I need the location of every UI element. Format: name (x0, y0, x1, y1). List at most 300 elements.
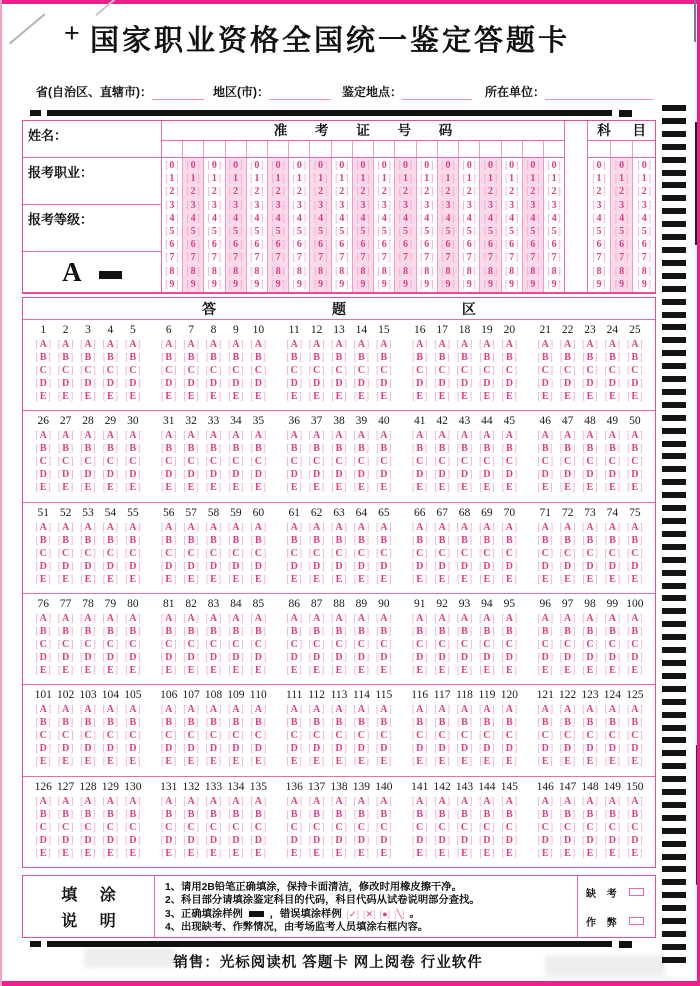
answer-bubble[interactable]: [ D ] (431, 560, 453, 573)
digit-bubble[interactable]: [ 1 ] (332, 172, 352, 185)
answer-bubble[interactable]: [ A ] (202, 612, 224, 625)
answer-bubble[interactable]: [ B ] (180, 625, 202, 638)
answer-bubble[interactable]: [ A ] (373, 795, 395, 808)
answer-bubble[interactable]: [ D ] (225, 560, 247, 573)
answer-bubble[interactable]: [ C ] (579, 455, 601, 468)
answer-bubble[interactable]: [ E ] (225, 481, 247, 494)
answer-bubble[interactable]: [ D ] (579, 742, 601, 755)
answer-bubble[interactable]: [ A ] (579, 795, 601, 808)
answer-bubble[interactable]: [ A ] (247, 703, 269, 716)
flag-bubble[interactable] (629, 917, 644, 925)
digit-bubble[interactable]: [ 5 ] (204, 225, 224, 238)
digit-bubble[interactable]: [ 9 ] (226, 278, 246, 291)
answer-bubble[interactable]: [ B ] (77, 442, 99, 455)
answer-bubble[interactable]: [ A ] (77, 612, 99, 625)
digit-bubble[interactable]: [ 3 ] (633, 199, 655, 212)
answer-bubble[interactable]: [ E ] (180, 755, 202, 768)
digit-bubble[interactable]: [ 8 ] (183, 265, 203, 278)
answer-bubble[interactable]: [ A ] (534, 612, 556, 625)
answer-bubble[interactable]: [ B ] (122, 625, 144, 638)
digit-bubble[interactable]: [ 3 ] (395, 199, 415, 212)
answer-bubble[interactable]: [ C ] (99, 729, 121, 742)
answer-bubble[interactable]: [ B ] (453, 625, 475, 638)
answer-bubble[interactable]: [ C ] (99, 821, 121, 834)
answer-bubble[interactable]: [ C ] (202, 547, 224, 560)
answer-bubble[interactable]: [ D ] (601, 651, 623, 664)
answer-bubble[interactable]: [ A ] (409, 795, 431, 808)
answer-bubble[interactable]: [ B ] (283, 808, 305, 821)
answer-bubble[interactable]: [ B ] (476, 716, 498, 729)
answer-bubble[interactable]: [ C ] (350, 638, 372, 651)
answer-bubble[interactable]: [ D ] (283, 560, 305, 573)
ticket-write-cell[interactable] (203, 141, 224, 157)
answer-bubble[interactable]: [ D ] (122, 834, 144, 847)
answer-bubble[interactable]: [ D ] (498, 377, 520, 390)
digit-bubble[interactable]: [ 9 ] (459, 278, 479, 291)
ticket-write-cell[interactable] (162, 141, 182, 157)
answer-bubble[interactable]: [ E ] (54, 755, 76, 768)
answer-bubble[interactable]: [ A ] (32, 612, 54, 625)
digit-bubble[interactable]: [ 1 ] (395, 172, 415, 185)
digit-bubble[interactable]: [ 6 ] (353, 238, 373, 251)
answer-bubble[interactable]: [ D ] (283, 468, 305, 481)
answer-bubble[interactable]: [ C ] (99, 638, 121, 651)
digit-bubble[interactable]: [ 0 ] (438, 159, 458, 172)
digit-bubble[interactable]: [ 5 ] (183, 225, 203, 238)
answer-bubble[interactable]: [ E ] (247, 847, 269, 860)
answer-bubble[interactable]: [ A ] (122, 703, 144, 716)
answer-bubble[interactable]: [ E ] (431, 390, 453, 403)
answer-bubble[interactable]: [ B ] (202, 716, 224, 729)
answer-bubble[interactable]: [ C ] (556, 547, 578, 560)
answer-bubble[interactable]: [ B ] (624, 442, 646, 455)
ticket-write-cell[interactable] (416, 141, 437, 157)
answer-bubble[interactable]: [ A ] (122, 795, 144, 808)
answer-bubble[interactable]: [ C ] (99, 364, 121, 377)
answer-bubble[interactable]: [ E ] (328, 755, 350, 768)
answer-bubble[interactable]: [ E ] (350, 390, 372, 403)
answer-bubble[interactable]: [ D ] (54, 468, 76, 481)
digit-bubble[interactable]: [ 6 ] (395, 238, 415, 251)
answer-bubble[interactable]: [ B ] (225, 716, 247, 729)
digit-bubble[interactable]: [ 1 ] (226, 172, 246, 185)
answer-bubble[interactable]: [ A ] (283, 795, 305, 808)
answer-bubble[interactable]: [ D ] (328, 834, 350, 847)
digit-bubble[interactable]: [ 9 ] (332, 278, 352, 291)
answer-bubble[interactable]: [ E ] (534, 755, 556, 768)
answer-bubble[interactable]: [ B ] (32, 808, 54, 821)
answer-bubble[interactable]: [ A ] (601, 338, 623, 351)
answer-bubble[interactable]: [ B ] (453, 808, 475, 821)
answer-bubble[interactable]: [ E ] (579, 573, 601, 586)
answer-bubble[interactable]: [ E ] (579, 755, 601, 768)
digit-bubble[interactable]: [ 7 ] (268, 251, 288, 264)
answer-bubble[interactable]: [ D ] (350, 834, 372, 847)
answer-bubble[interactable]: [ B ] (534, 442, 556, 455)
answer-bubble[interactable]: [ D ] (350, 377, 372, 390)
answer-bubble[interactable]: [ A ] (180, 338, 202, 351)
answer-bubble[interactable]: [ C ] (283, 821, 305, 834)
answer-bubble[interactable]: [ D ] (498, 468, 520, 481)
answer-bubble[interactable]: [ C ] (202, 638, 224, 651)
answer-bubble[interactable]: [ D ] (305, 560, 327, 573)
answer-bubble[interactable]: [ E ] (158, 755, 180, 768)
digit-bubble[interactable]: [ 6 ] (459, 238, 479, 251)
digit-bubble[interactable]: [ 5 ] (332, 225, 352, 238)
answer-bubble[interactable]: [ B ] (409, 351, 431, 364)
answer-bubble[interactable]: [ D ] (409, 377, 431, 390)
answer-bubble[interactable]: [ B ] (498, 716, 520, 729)
answer-bubble[interactable]: [ A ] (328, 521, 350, 534)
answer-bubble[interactable]: [ B ] (283, 351, 305, 364)
digit-bubble[interactable]: [ 1 ] (268, 172, 288, 185)
answer-bubble[interactable]: [ E ] (32, 847, 54, 860)
answer-bubble[interactable]: [ B ] (373, 625, 395, 638)
answer-bubble[interactable]: [ E ] (54, 481, 76, 494)
digit-bubble[interactable]: [ 0 ] (611, 159, 633, 172)
answer-bubble[interactable]: [ D ] (498, 651, 520, 664)
digit-bubble[interactable]: [ 4 ] (374, 212, 394, 225)
answer-bubble[interactable]: [ B ] (32, 625, 54, 638)
answer-bubble[interactable]: [ C ] (202, 821, 224, 834)
answer-bubble[interactable]: [ B ] (305, 716, 327, 729)
answer-bubble[interactable]: [ C ] (202, 729, 224, 742)
answer-bubble[interactable]: [ C ] (498, 455, 520, 468)
digit-bubble[interactable]: [ 6 ] (204, 238, 224, 251)
digit-bubble[interactable]: [ 9 ] (417, 278, 437, 291)
answer-bubble[interactable]: [ E ] (476, 481, 498, 494)
digit-bubble[interactable]: [ 1 ] (247, 172, 267, 185)
answer-bubble[interactable]: [ E ] (534, 847, 556, 860)
answer-bubble[interactable]: [ D ] (453, 834, 475, 847)
answer-bubble[interactable]: [ B ] (99, 716, 121, 729)
answer-bubble[interactable]: [ E ] (202, 481, 224, 494)
answer-bubble[interactable]: [ E ] (225, 755, 247, 768)
digit-bubble[interactable]: [ 8 ] (480, 265, 500, 278)
answer-bubble[interactable]: [ A ] (77, 521, 99, 534)
answer-bubble[interactable]: [ E ] (158, 664, 180, 677)
digit-bubble[interactable]: [ 4 ] (310, 212, 330, 225)
answer-bubble[interactable]: [ B ] (579, 808, 601, 821)
answer-bubble[interactable]: [ B ] (476, 625, 498, 638)
answer-bubble[interactable]: [ A ] (247, 612, 269, 625)
answer-bubble[interactable]: [ D ] (409, 651, 431, 664)
answer-bubble[interactable]: [ C ] (579, 821, 601, 834)
answer-bubble[interactable]: [ E ] (409, 664, 431, 677)
digit-bubble[interactable]: [ 1 ] (289, 172, 309, 185)
answer-bubble[interactable]: [ D ] (431, 834, 453, 847)
answer-bubble[interactable]: [ E ] (601, 755, 623, 768)
digit-bubble[interactable]: [ 3 ] (268, 199, 288, 212)
digit-bubble[interactable]: [ 6 ] (162, 238, 182, 251)
digit-bubble[interactable]: [ 4 ] (459, 212, 479, 225)
answer-bubble[interactable]: [ E ] (534, 664, 556, 677)
answer-bubble[interactable]: [ C ] (77, 729, 99, 742)
answer-bubble[interactable]: [ A ] (498, 521, 520, 534)
answer-bubble[interactable]: [ E ] (99, 847, 121, 860)
answer-bubble[interactable]: [ D ] (624, 742, 646, 755)
digit-bubble[interactable]: [ 8 ] (417, 265, 437, 278)
answer-bubble[interactable]: [ C ] (498, 547, 520, 560)
digit-bubble[interactable]: [ 5 ] (544, 225, 564, 238)
answer-bubble[interactable]: [ E ] (624, 390, 646, 403)
answer-bubble[interactable]: [ A ] (431, 612, 453, 625)
answer-bubble[interactable]: [ A ] (476, 612, 498, 625)
answer-bubble[interactable]: [ D ] (180, 742, 202, 755)
digit-bubble[interactable]: [ 9 ] (268, 278, 288, 291)
answer-bubble[interactable]: [ D ] (77, 377, 99, 390)
answer-bubble[interactable]: [ B ] (476, 534, 498, 547)
answer-bubble[interactable]: [ C ] (225, 638, 247, 651)
answer-bubble[interactable]: [ D ] (328, 468, 350, 481)
answer-bubble[interactable]: [ E ] (534, 481, 556, 494)
answer-bubble[interactable]: [ B ] (601, 351, 623, 364)
answer-bubble[interactable]: [ E ] (579, 390, 601, 403)
digit-bubble[interactable]: [ 7 ] (162, 251, 182, 264)
digit-bubble[interactable]: [ 4 ] (544, 212, 564, 225)
answer-bubble[interactable]: [ A ] (601, 795, 623, 808)
digit-bubble[interactable]: [ 2 ] (247, 185, 267, 198)
answer-bubble[interactable]: [ C ] (431, 455, 453, 468)
digit-bubble[interactable]: [ 9 ] (523, 278, 543, 291)
answer-bubble[interactable]: [ E ] (305, 481, 327, 494)
answer-bubble[interactable]: [ C ] (476, 364, 498, 377)
answer-bubble[interactable]: [ D ] (579, 834, 601, 847)
digit-bubble[interactable]: [ 3 ] (162, 199, 182, 212)
answer-bubble[interactable]: [ D ] (77, 742, 99, 755)
answer-bubble[interactable]: [ B ] (534, 351, 556, 364)
answer-bubble[interactable]: [ A ] (328, 703, 350, 716)
answer-bubble[interactable]: [ C ] (122, 364, 144, 377)
digit-bubble[interactable]: [ 0 ] (395, 159, 415, 172)
answer-bubble[interactable]: [ B ] (453, 351, 475, 364)
answer-bubble[interactable]: [ A ] (328, 429, 350, 442)
answer-bubble[interactable]: [ C ] (305, 455, 327, 468)
answer-bubble[interactable]: [ D ] (453, 468, 475, 481)
answer-bubble[interactable]: [ B ] (225, 442, 247, 455)
digit-bubble[interactable]: [ 2 ] (611, 185, 633, 198)
answer-bubble[interactable]: [ C ] (373, 821, 395, 834)
answer-bubble[interactable]: [ E ] (624, 847, 646, 860)
answer-bubble[interactable]: [ B ] (431, 442, 453, 455)
answer-bubble[interactable]: [ A ] (409, 338, 431, 351)
answer-bubble[interactable]: [ E ] (601, 664, 623, 677)
answer-bubble[interactable]: [ E ] (247, 481, 269, 494)
answer-bubble[interactable]: [ E ] (305, 664, 327, 677)
answer-bubble[interactable]: [ E ] (225, 847, 247, 860)
answer-bubble[interactable]: [ A ] (556, 338, 578, 351)
answer-bubble[interactable]: [ D ] (54, 377, 76, 390)
answer-bubble[interactable]: [ E ] (247, 755, 269, 768)
digit-bubble[interactable]: [ 7 ] (353, 251, 373, 264)
answer-bubble[interactable]: [ D ] (556, 742, 578, 755)
digit-bubble[interactable]: [ 1 ] (480, 172, 500, 185)
flag-bubble[interactable] (629, 888, 644, 896)
answer-bubble[interactable]: [ B ] (579, 442, 601, 455)
answer-bubble[interactable]: [ A ] (77, 703, 99, 716)
answer-bubble[interactable]: [ A ] (373, 338, 395, 351)
answer-bubble[interactable]: [ B ] (579, 351, 601, 364)
digit-bubble[interactable]: [ 0 ] (374, 159, 394, 172)
answer-bubble[interactable]: [ E ] (476, 390, 498, 403)
answer-bubble[interactable]: [ A ] (601, 521, 623, 534)
answer-bubble[interactable]: [ A ] (158, 795, 180, 808)
digit-bubble[interactable]: [ 3 ] (332, 199, 352, 212)
answer-bubble[interactable]: [ C ] (77, 638, 99, 651)
answer-bubble[interactable]: [ C ] (498, 729, 520, 742)
answer-bubble[interactable]: [ D ] (283, 834, 305, 847)
answer-bubble[interactable]: [ A ] (579, 612, 601, 625)
digit-bubble[interactable]: [ 4 ] (353, 212, 373, 225)
answer-bubble[interactable]: [ B ] (556, 534, 578, 547)
digit-bubble[interactable]: [ 5 ] (310, 225, 330, 238)
answer-bubble[interactable]: [ B ] (32, 351, 54, 364)
answer-bubble[interactable]: [ B ] (54, 351, 76, 364)
answer-bubble[interactable]: [ E ] (624, 573, 646, 586)
answer-bubble[interactable]: [ E ] (180, 390, 202, 403)
answer-bubble[interactable]: [ D ] (54, 834, 76, 847)
answer-bubble[interactable]: [ A ] (158, 521, 180, 534)
answer-bubble[interactable]: [ B ] (350, 351, 372, 364)
answer-bubble[interactable]: [ E ] (453, 847, 475, 860)
answer-bubble[interactable]: [ C ] (534, 364, 556, 377)
digit-bubble[interactable]: [ 2 ] (480, 185, 500, 198)
answer-bubble[interactable]: [ D ] (225, 468, 247, 481)
answer-bubble[interactable]: [ D ] (328, 742, 350, 755)
answer-bubble[interactable]: [ C ] (328, 821, 350, 834)
answer-bubble[interactable]: [ B ] (54, 716, 76, 729)
answer-bubble[interactable]: [ B ] (305, 625, 327, 638)
answer-bubble[interactable]: [ D ] (225, 742, 247, 755)
answer-bubble[interactable]: [ D ] (534, 651, 556, 664)
answer-bubble[interactable]: [ C ] (534, 821, 556, 834)
digit-bubble[interactable]: [ 2 ] (459, 185, 479, 198)
answer-bubble[interactable]: [ D ] (476, 834, 498, 847)
answer-bubble[interactable]: [ C ] (247, 455, 269, 468)
answer-bubble[interactable]: [ B ] (225, 625, 247, 638)
digit-bubble[interactable]: [ 2 ] (310, 185, 330, 198)
answer-bubble[interactable]: [ D ] (498, 834, 520, 847)
answer-bubble[interactable]: [ C ] (601, 729, 623, 742)
digit-bubble[interactable]: [ 1 ] (183, 172, 203, 185)
digit-bubble[interactable]: [ 7 ] (417, 251, 437, 264)
answer-bubble[interactable]: [ B ] (601, 442, 623, 455)
answer-bubble[interactable]: [ A ] (579, 703, 601, 716)
answer-bubble[interactable]: [ C ] (247, 821, 269, 834)
answer-bubble[interactable]: [ B ] (202, 534, 224, 547)
answer-bubble[interactable]: [ E ] (54, 390, 76, 403)
answer-bubble[interactable]: [ C ] (122, 729, 144, 742)
answer-bubble[interactable]: [ B ] (373, 442, 395, 455)
answer-bubble[interactable]: [ C ] (328, 729, 350, 742)
answer-bubble[interactable]: [ B ] (624, 625, 646, 638)
answer-bubble[interactable]: [ B ] (225, 534, 247, 547)
answer-bubble[interactable]: [ E ] (498, 664, 520, 677)
answer-bubble[interactable]: [ D ] (283, 742, 305, 755)
answer-bubble[interactable]: [ D ] (534, 834, 556, 847)
digit-bubble[interactable]: [ 7 ] (588, 251, 610, 264)
answer-bubble[interactable]: [ A ] (77, 795, 99, 808)
answer-bubble[interactable]: [ D ] (158, 834, 180, 847)
answer-bubble[interactable]: [ E ] (556, 573, 578, 586)
digit-bubble[interactable]: [ 3 ] (523, 199, 543, 212)
digit-bubble[interactable]: [ 8 ] (226, 265, 246, 278)
answer-bubble[interactable]: [ A ] (373, 429, 395, 442)
digit-bubble[interactable]: [ 1 ] (459, 172, 479, 185)
answer-bubble[interactable]: [ D ] (202, 742, 224, 755)
answer-bubble[interactable]: [ E ] (350, 481, 372, 494)
answer-bubble[interactable]: [ E ] (476, 573, 498, 586)
answer-bubble[interactable]: [ A ] (283, 612, 305, 625)
answer-bubble[interactable]: [ A ] (534, 521, 556, 534)
answer-bubble[interactable]: [ C ] (54, 729, 76, 742)
digit-bubble[interactable]: [ 0 ] (588, 159, 610, 172)
digit-bubble[interactable]: [ 8 ] (310, 265, 330, 278)
ticket-write-cell[interactable] (246, 141, 267, 157)
answer-bubble[interactable]: [ C ] (54, 455, 76, 468)
digit-bubble[interactable]: [ 0 ] (226, 159, 246, 172)
answer-bubble[interactable]: [ D ] (601, 377, 623, 390)
answer-bubble[interactable]: [ E ] (498, 573, 520, 586)
answer-bubble[interactable]: [ D ] (534, 468, 556, 481)
answer-bubble[interactable]: [ E ] (54, 573, 76, 586)
answer-bubble[interactable]: [ D ] (99, 742, 121, 755)
answer-bubble[interactable]: [ B ] (579, 625, 601, 638)
digit-bubble[interactable]: [ 7 ] (183, 251, 203, 264)
answer-bubble[interactable]: [ D ] (202, 377, 224, 390)
digit-bubble[interactable]: [ 7 ] (544, 251, 564, 264)
answer-bubble[interactable]: [ B ] (202, 625, 224, 638)
digit-bubble[interactable]: [ 5 ] (289, 225, 309, 238)
answer-bubble[interactable]: [ C ] (122, 547, 144, 560)
answer-bubble[interactable]: [ C ] (158, 547, 180, 560)
answer-bubble[interactable]: [ C ] (54, 547, 76, 560)
answer-bubble[interactable]: [ B ] (283, 716, 305, 729)
answer-bubble[interactable]: [ B ] (158, 808, 180, 821)
answer-bubble[interactable]: [ C ] (534, 547, 556, 560)
digit-bubble[interactable]: [ 9 ] (502, 278, 522, 291)
answer-bubble[interactable]: [ E ] (122, 481, 144, 494)
answer-bubble[interactable]: [ B ] (373, 808, 395, 821)
answer-bubble[interactable]: [ B ] (180, 716, 202, 729)
answer-bubble[interactable]: [ C ] (579, 547, 601, 560)
answer-bubble[interactable]: [ D ] (476, 560, 498, 573)
answer-bubble[interactable]: [ A ] (305, 338, 327, 351)
digit-bubble[interactable]: [ 7 ] (374, 251, 394, 264)
answer-bubble[interactable]: [ D ] (624, 651, 646, 664)
assessment-site-blank[interactable] (402, 86, 472, 100)
answer-bubble[interactable]: [ D ] (431, 651, 453, 664)
answer-bubble[interactable]: [ C ] (77, 547, 99, 560)
subject-write-cell[interactable] (610, 141, 633, 157)
answer-bubble[interactable]: [ E ] (283, 755, 305, 768)
ticket-write-cell[interactable] (309, 141, 330, 157)
answer-bubble[interactable]: [ C ] (476, 821, 498, 834)
digit-bubble[interactable]: [ 1 ] (611, 172, 633, 185)
answer-bubble[interactable]: [ D ] (77, 560, 99, 573)
digit-bubble[interactable]: [ 5 ] (459, 225, 479, 238)
answer-bubble[interactable]: [ C ] (498, 364, 520, 377)
answer-bubble[interactable]: [ C ] (624, 364, 646, 377)
answer-bubble[interactable]: [ E ] (77, 847, 99, 860)
answer-bubble[interactable]: [ E ] (283, 390, 305, 403)
answer-bubble[interactable]: [ D ] (431, 377, 453, 390)
answer-bubble[interactable]: [ B ] (247, 534, 269, 547)
answer-bubble[interactable]: [ C ] (624, 547, 646, 560)
ticket-write-cell[interactable] (394, 141, 415, 157)
answer-bubble[interactable]: [ C ] (350, 729, 372, 742)
answer-bubble[interactable]: [ D ] (453, 651, 475, 664)
